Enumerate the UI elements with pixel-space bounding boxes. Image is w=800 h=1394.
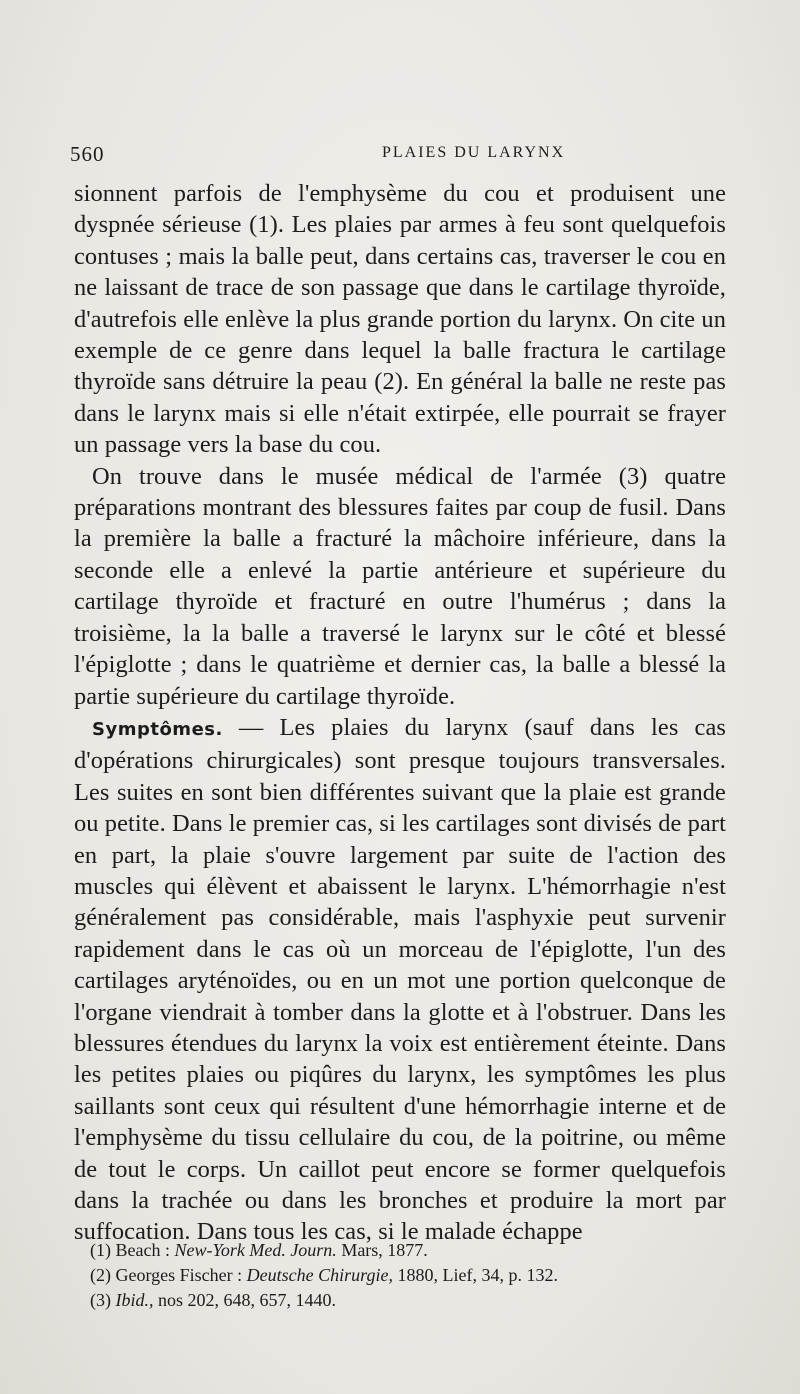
footnote-text: Beach : (115, 1240, 175, 1260)
running-title: PLAIES DU LARYNX (382, 144, 566, 161)
footnote-number: (3) (90, 1290, 111, 1310)
page-number: 560 (70, 142, 105, 166)
footnote-3 (90, 1288, 720, 1313)
footnote-number: (2) (90, 1265, 111, 1285)
footnote-detail: nos 202, 648, 657, 1440. (153, 1290, 337, 1310)
body-text (74, 178, 726, 1248)
footnotes (90, 1238, 720, 1313)
paragraph-3-text: — Les plaies du larynx (sauf dans les cas d'opérations chirurgicales) sont presque toujours transversales. Les suites en sont bien différentes suivant que la plaie est grande ou petite. Dans le premier cas, si les cartilages sont divisés de part en part, la plaie s'ouvre largement par suite de l'action des muscles qui élèvent et abaissent le larynx. L'hémorrhagie n'est généralement pas considérable, mais l'asphyxie peut survenir rapidement dans le cas où un morceau de l'épiglotte, l'un des cartilages aryténoïdes, ou en un mot une portion quelconque de l'organe viendrait à tomber dans la glotte et à l'obstruer. Dans les blessures étendues du larynx la voix est entièrement éteinte. Dans les petites plaies ou piqûres du larynx, les symptômes les plus saillants sont ceux qui résultent d'une hémorrhagie interne et de l'emphysème du tissu cellulaire du cou, de la poitrine, ou même de tout le corps. Un caillot peut encore se former quelquefois dans la trachée ou dans les bronches et produire la mort par suffocation. Dans tous les cas, si le malade échappe (74, 713, 726, 1246)
footnote-number: (1) (90, 1240, 111, 1260)
footnote-text: Georges Fischer : (115, 1265, 247, 1285)
paragraph-3 (74, 712, 726, 1248)
footnote-source: Deutsche Chirurgie, (246, 1265, 393, 1285)
footnote-source: Ibid., (115, 1290, 154, 1310)
section-heading-symptomes: Symptômes. (92, 718, 223, 740)
footnote-1 (90, 1238, 720, 1263)
footnote-detail: 1880, Lief, 34, p. 132. (392, 1265, 558, 1285)
footnote-2 (90, 1263, 720, 1288)
paragraph-2: On trouve dans le musée médical de l'armée (3) quatre préparations montrant des blessures faites par coup de fusil. Dans la première la balle a fracturé la mâchoire inférieure, dans la seconde elle a enlevé la partie antérieure et supérieure du cartilage thyroïde et fracturé en outre l'humérus ; dans la troisième, la la balle a traversé le larynx sur le côté et blessé l'épiglotte ; dans le quatrième et dernier cas, la balle a blessé la partie supérieure du cartilage thyroïde. (74, 462, 726, 710)
footnote-source: New-York Med. Journ. (174, 1240, 337, 1260)
page-header (70, 142, 730, 168)
footnote-detail: Mars, 1877. (336, 1240, 428, 1260)
paragraph-1: sionnent parfois de l'emphysème du cou et produisent une dyspnée sérieuse (1). Les plaies par armes à feu sont quelquefois contuses ; mais la balle peut, dans certains cas, traverser le cou en ne laissant de trace de son passage que dans le cartilage thyroïde, d'autrefois elle enlève la plus grande portion du larynx. On cite un exemple de ce genre dans lequel la balle fractura le cartilage thyroïde sans détruire la peau (2). En général la balle ne reste pas dans le larynx mais si elle n'était extirpée, elle pourrait se frayer un passage vers la base du cou. (74, 180, 726, 459)
